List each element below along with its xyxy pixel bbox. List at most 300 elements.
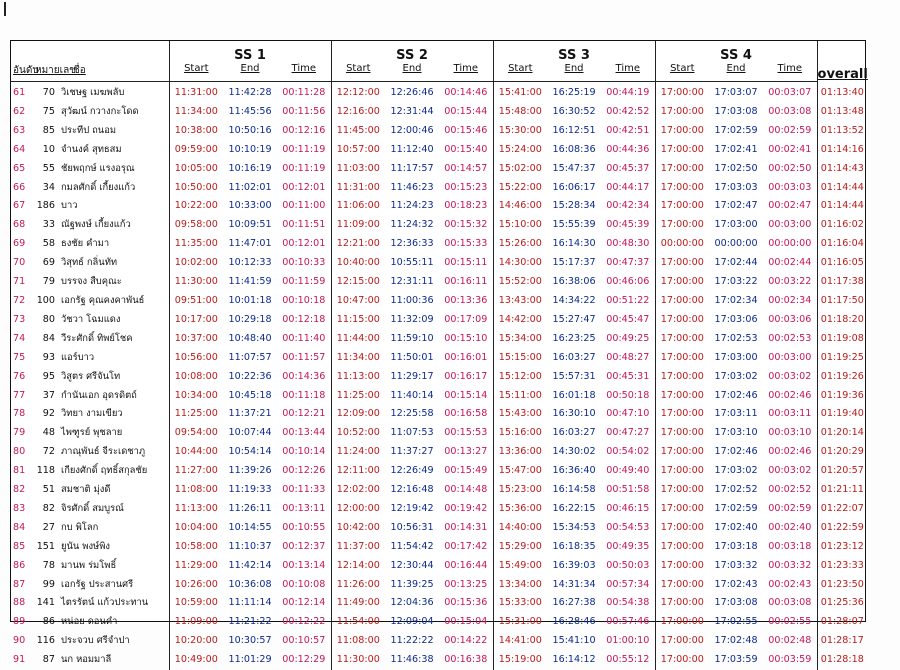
ss4-end-cell: 17:03:59	[709, 651, 763, 670]
time-header: Time	[277, 63, 331, 82]
ss3-end-cell: 16:03:27	[547, 424, 601, 443]
ss1-end-cell: 10:07:44	[223, 424, 277, 443]
ss4-time-cell: 00:02:53	[763, 330, 817, 349]
ss3-time-cell: 00:44:19	[601, 82, 655, 103]
ss2-start-cell: 11:34:00	[331, 349, 385, 368]
car-number-cell: 79	[33, 273, 59, 292]
ss4-end-cell: 17:02:47	[709, 197, 763, 216]
ss2-start-cell: 10:40:00	[331, 254, 385, 273]
overall-cell: 01:28:07	[817, 613, 867, 632]
ss4-start-cell: 17:00:00	[655, 519, 709, 538]
end-header: End	[709, 63, 763, 82]
rank-cell: 73	[11, 311, 33, 330]
ss4-end-cell: 17:02:53	[709, 330, 763, 349]
ss3-start-cell: 15:02:00	[493, 160, 547, 179]
ss3-time-cell: 00:57:34	[601, 576, 655, 595]
ss1-time-cell: 00:11:33	[277, 481, 331, 500]
ss3-end-cell: 15:17:37	[547, 254, 601, 273]
overall-cell: 01:28:17	[817, 632, 867, 651]
ss4-end-cell: 17:03:02	[709, 462, 763, 481]
car-number-cell: 82	[33, 500, 59, 519]
ss4-end-cell: 17:03:18	[709, 538, 763, 557]
table-row	[11, 141, 867, 160]
ss2-end-cell: 12:19:42	[385, 500, 439, 519]
ss3-start-cell: 15:10:00	[493, 216, 547, 235]
ss3-start-cell: 15:47:00	[493, 462, 547, 481]
car-number-cell: 51	[33, 481, 59, 500]
overall-header: overall	[817, 41, 867, 82]
ss1-start-cell: 11:08:00	[169, 481, 223, 500]
car-number-cell: 86	[33, 613, 59, 632]
rank-cell: 86	[11, 557, 33, 576]
ss1-start-cell: 10:34:00	[169, 387, 223, 406]
ss4-start-cell: 17:00:00	[655, 651, 709, 670]
driver-name-cell: กบ พิโลก	[59, 519, 169, 538]
ss2-end-cell: 12:26:49	[385, 462, 439, 481]
ss1-time-cell: 00:12:01	[277, 179, 331, 198]
ss2-end-cell: 11:29:17	[385, 368, 439, 387]
ss2-start-cell: 11:09:00	[331, 216, 385, 235]
overall-cell: 01:14:43	[817, 160, 867, 179]
rank-cell: 65	[11, 160, 33, 179]
overall-cell: 01:16:04	[817, 235, 867, 254]
table-row	[11, 179, 867, 198]
ss1-start-cell: 10:22:00	[169, 197, 223, 216]
end-header: End	[547, 63, 601, 82]
stage-header-row	[11, 41, 867, 63]
ss4-end-cell: 17:03:11	[709, 405, 763, 424]
ss4-start-cell: 17:00:00	[655, 311, 709, 330]
ss3-end-cell: 16:36:40	[547, 462, 601, 481]
ss3-end-cell: 14:30:02	[547, 443, 601, 462]
car-number-cell: 141	[33, 594, 59, 613]
ss1-time-cell: 00:13:11	[277, 500, 331, 519]
car-number-cell: 58	[33, 235, 59, 254]
ss1-start-cell: 10:37:00	[169, 330, 223, 349]
ss2-end-cell: 12:31:44	[385, 103, 439, 122]
table-row	[11, 330, 867, 349]
ss2-end-cell: 11:24:23	[385, 197, 439, 216]
rank-cell: 66	[11, 179, 33, 198]
overall-cell: 01:23:33	[817, 557, 867, 576]
overall-cell: 01:14:44	[817, 197, 867, 216]
ss3-start-cell: 15:16:00	[493, 424, 547, 443]
ss3-end-cell: 16:12:51	[547, 122, 601, 141]
rank-cell: 78	[11, 405, 33, 424]
overall-cell: 01:20:57	[817, 462, 867, 481]
ss1-start-cell: 10:59:00	[169, 594, 223, 613]
ss2-time-cell: 00:17:42	[439, 538, 493, 557]
ss1-start-cell: 11:13:00	[169, 500, 223, 519]
ss3-time-cell: 00:51:22	[601, 292, 655, 311]
ss4-time-cell: 00:02:52	[763, 481, 817, 500]
ss4-time-cell: 00:02:48	[763, 632, 817, 651]
ss2-time-cell: 00:16:01	[439, 349, 493, 368]
ss1-start-cell: 10:38:00	[169, 122, 223, 141]
driver-name-cell: วิทยา งามเขียว	[59, 405, 169, 424]
ss1-end-cell: 10:29:18	[223, 311, 277, 330]
ss3-time-cell: 00:50:18	[601, 387, 655, 406]
ss2-end-cell: 11:46:23	[385, 179, 439, 198]
car-number-cell: 37	[33, 387, 59, 406]
rank-cell: 87	[11, 576, 33, 595]
ss3-start-cell: 15:24:00	[493, 141, 547, 160]
rank-cell: 76	[11, 368, 33, 387]
driver-name-cell: ประทีป ถนอม	[59, 122, 169, 141]
rank-cell: 68	[11, 216, 33, 235]
ss3-start-cell: 14:40:00	[493, 519, 547, 538]
driver-name-cell: ชัยพฤกษ์ แรงอรุณ	[59, 160, 169, 179]
overall-cell: 01:16:05	[817, 254, 867, 273]
ss1-end-cell: 11:37:21	[223, 405, 277, 424]
ss4-time-cell: 00:02:41	[763, 141, 817, 160]
ss2-end-cell: 11:24:32	[385, 216, 439, 235]
ss4-end-cell: 17:03:00	[709, 216, 763, 235]
car-number-cell: 118	[33, 462, 59, 481]
ss3-start-cell: 15:33:00	[493, 594, 547, 613]
ss4-end-cell: 17:02:50	[709, 160, 763, 179]
ss1-time-cell: 00:12:29	[277, 651, 331, 670]
driver-name-cell: เกียงศักดิ์ ฤทธิ์สกุลชัย	[59, 462, 169, 481]
ss1-start-cell: 11:30:00	[169, 273, 223, 292]
ss3-end-cell: 15:41:10	[547, 632, 601, 651]
ss2-end-cell: 11:12:40	[385, 141, 439, 160]
ss2-start-cell: 11:49:00	[331, 594, 385, 613]
car-number-cell: 92	[33, 405, 59, 424]
ss2-end-cell: 11:46:38	[385, 651, 439, 670]
table-row	[11, 594, 867, 613]
ss1-end-cell: 11:39:26	[223, 462, 277, 481]
ss2-end-cell: 12:25:58	[385, 405, 439, 424]
ss3-start-cell: 13:36:00	[493, 443, 547, 462]
ss3-time-cell: 00:45:47	[601, 311, 655, 330]
ss2-end-cell: 11:50:01	[385, 349, 439, 368]
ss1-start-cell: 10:58:00	[169, 538, 223, 557]
ss4-start-cell: 00:00:00	[655, 235, 709, 254]
driver-name-cell: จิรศักดิ์ สมบูรณ์	[59, 500, 169, 519]
ss3-end-cell: 15:57:31	[547, 368, 601, 387]
ss1-time-cell: 00:10:14	[277, 443, 331, 462]
ss3-start-cell: 13:34:00	[493, 576, 547, 595]
ss4-end-cell: 17:02:59	[709, 122, 763, 141]
table-row	[11, 216, 867, 235]
table-row	[11, 519, 867, 538]
rank-header: อันดับ	[11, 63, 33, 82]
ss1-end-cell: 11:41:59	[223, 273, 277, 292]
ss3-time-cell: 00:47:10	[601, 405, 655, 424]
driver-name-cell: บาว	[59, 197, 169, 216]
overall-cell: 01:21:11	[817, 481, 867, 500]
ss2-end-cell: 11:00:36	[385, 292, 439, 311]
ss4-end-cell: 17:02:52	[709, 481, 763, 500]
ss3-end-cell: 15:34:53	[547, 519, 601, 538]
ss4-time-cell: 00:02:50	[763, 160, 817, 179]
ss4-time-cell: 00:02:34	[763, 292, 817, 311]
ss1-end-cell: 11:11:14	[223, 594, 277, 613]
car-number-cell: 151	[33, 538, 59, 557]
ss2-start-cell: 11:54:00	[331, 613, 385, 632]
ss4-time-cell: 00:03:22	[763, 273, 817, 292]
ss4-start-cell: 17:00:00	[655, 216, 709, 235]
ss1-end-cell: 10:14:55	[223, 519, 277, 538]
ss4-time-cell: 00:03:02	[763, 462, 817, 481]
ss3-end-cell: 16:28:46	[547, 613, 601, 632]
name-header: ชื่อ	[59, 63, 169, 82]
ss4-end-cell: 17:02:40	[709, 519, 763, 538]
ss4-time-cell: 00:02:44	[763, 254, 817, 273]
ss2-time-cell: 00:15:33	[439, 235, 493, 254]
ss4-time-cell: 00:03:59	[763, 651, 817, 670]
ss3-end-cell: 16:23:25	[547, 330, 601, 349]
ss4-start-cell: 17:00:00	[655, 500, 709, 519]
ss1-time-cell: 00:12:26	[277, 462, 331, 481]
ss3-end-cell: 16:08:36	[547, 141, 601, 160]
overall-cell: 01:14:16	[817, 141, 867, 160]
rank-cell: 72	[11, 292, 33, 311]
ss1-time-cell: 00:12:37	[277, 538, 331, 557]
ss4-start-cell: 17:00:00	[655, 594, 709, 613]
ss1-start-cell: 11:31:00	[169, 82, 223, 103]
ss4-start-cell: 17:00:00	[655, 462, 709, 481]
overall-cell: 01:13:48	[817, 103, 867, 122]
column-header-row	[11, 63, 867, 82]
stage-header-ss3: SS 3	[493, 41, 655, 63]
car-number-cell: 10	[33, 141, 59, 160]
ss3-start-cell: 15:12:00	[493, 368, 547, 387]
rank-cell: 84	[11, 519, 33, 538]
ss2-start-cell: 11:31:00	[331, 179, 385, 198]
ss2-time-cell: 00:15:04	[439, 613, 493, 632]
overall-cell: 01:13:40	[817, 82, 867, 103]
car-number-cell: 99	[33, 576, 59, 595]
driver-name-cell: วิเชษฐ เมฆพลับ	[59, 82, 169, 103]
stage-header-ss4: SS 4	[655, 41, 817, 63]
car-number-cell: 34	[33, 179, 59, 198]
driver-name-cell: ไตรรัตน์ แก้วประทาน	[59, 594, 169, 613]
ss3-time-cell: 00:48:30	[601, 235, 655, 254]
results-body	[11, 82, 867, 670]
car-number-cell: 80	[33, 311, 59, 330]
ss1-start-cell: 10:44:00	[169, 443, 223, 462]
ss3-end-cell: 16:39:03	[547, 557, 601, 576]
ss2-start-cell: 10:47:00	[331, 292, 385, 311]
ss1-start-cell: 10:02:00	[169, 254, 223, 273]
ss1-time-cell: 00:11:19	[277, 141, 331, 160]
rank-cell: 88	[11, 594, 33, 613]
ss3-end-cell: 16:01:18	[547, 387, 601, 406]
ss1-start-cell: 10:26:00	[169, 576, 223, 595]
driver-name-cell: สมชาติ มุ่งดี	[59, 481, 169, 500]
table-row	[11, 557, 867, 576]
ss1-time-cell: 00:14:36	[277, 368, 331, 387]
ss2-end-cell: 12:31:11	[385, 273, 439, 292]
ss2-time-cell: 00:15:46	[439, 122, 493, 141]
ss4-end-cell: 17:03:07	[709, 82, 763, 103]
ss2-start-cell: 11:15:00	[331, 311, 385, 330]
ss3-end-cell: 16:06:17	[547, 179, 601, 198]
ss3-end-cell: 15:47:37	[547, 160, 601, 179]
ss1-time-cell: 00:12:21	[277, 405, 331, 424]
driver-name-cell: สุวัฒน์ กวางกะโดด	[59, 103, 169, 122]
ss4-end-cell: 17:03:08	[709, 103, 763, 122]
ss4-time-cell: 00:02:59	[763, 122, 817, 141]
ss1-time-cell: 00:11:59	[277, 273, 331, 292]
ss3-start-cell: 15:31:00	[493, 613, 547, 632]
ss1-time-cell: 00:10:55	[277, 519, 331, 538]
ss3-start-cell: 15:34:00	[493, 330, 547, 349]
ss1-time-cell: 00:11:18	[277, 387, 331, 406]
driver-name-cell: กำนันเอก อุดรดิตถ์	[59, 387, 169, 406]
end-header: End	[223, 63, 277, 82]
ss1-end-cell: 10:54:14	[223, 443, 277, 462]
ss4-end-cell: 17:02:34	[709, 292, 763, 311]
ss2-start-cell: 12:11:00	[331, 462, 385, 481]
ss4-time-cell: 00:02:59	[763, 500, 817, 519]
rank-cell: 71	[11, 273, 33, 292]
ss2-start-cell: 12:12:00	[331, 82, 385, 103]
ss1-start-cell: 10:49:00	[169, 651, 223, 670]
end-header: End	[385, 63, 439, 82]
ss3-start-cell: 15:52:00	[493, 273, 547, 292]
ss2-end-cell: 11:17:57	[385, 160, 439, 179]
table-row	[11, 387, 867, 406]
driver-name-cell: ธงชัย คำมา	[59, 235, 169, 254]
ss4-end-cell: 17:02:59	[709, 500, 763, 519]
car-number-cell: 85	[33, 122, 59, 141]
ss2-end-cell: 12:16:48	[385, 481, 439, 500]
ss1-time-cell: 00:11:19	[277, 160, 331, 179]
driver-name-cell: ยูนัน พงษ์พิง	[59, 538, 169, 557]
ss1-time-cell: 00:12:18	[277, 311, 331, 330]
ss3-time-cell: 00:51:58	[601, 481, 655, 500]
ss4-time-cell: 00:03:32	[763, 557, 817, 576]
ss1-time-cell: 00:13:14	[277, 557, 331, 576]
overall-cell: 01:17:50	[817, 292, 867, 311]
driver-name-cell: นก หอมมาลี	[59, 651, 169, 670]
ss3-time-cell: 00:49:40	[601, 462, 655, 481]
rank-cell: 83	[11, 500, 33, 519]
rank-cell: 64	[11, 141, 33, 160]
ss4-start-cell: 17:00:00	[655, 141, 709, 160]
ss2-end-cell: 11:54:42	[385, 538, 439, 557]
stage-header-ss2: SS 2	[331, 41, 493, 63]
blank-header	[11, 41, 169, 63]
ss1-time-cell: 00:10:08	[277, 576, 331, 595]
overall-cell: 01:19:08	[817, 330, 867, 349]
rank-cell: 79	[11, 424, 33, 443]
rank-cell: 62	[11, 103, 33, 122]
ss1-end-cell: 11:02:01	[223, 179, 277, 198]
ss1-end-cell: 10:01:18	[223, 292, 277, 311]
ss1-start-cell: 10:56:00	[169, 349, 223, 368]
ss1-start-cell: 11:35:00	[169, 235, 223, 254]
ss4-start-cell: 17:00:00	[655, 254, 709, 273]
ss4-end-cell: 17:03:06	[709, 311, 763, 330]
ss2-start-cell: 11:24:00	[331, 443, 385, 462]
ss1-time-cell: 00:10:57	[277, 632, 331, 651]
driver-name-cell: วีระศักดิ์ ทิพย์โชค	[59, 330, 169, 349]
overall-cell: 01:14:44	[817, 179, 867, 198]
ss3-start-cell: 14:46:00	[493, 197, 547, 216]
start-header: Start	[169, 63, 223, 82]
ss1-end-cell: 11:21:22	[223, 613, 277, 632]
overall-cell: 01:17:38	[817, 273, 867, 292]
ss1-end-cell: 10:16:19	[223, 160, 277, 179]
ss3-end-cell: 16:22:15	[547, 500, 601, 519]
driver-name-cell: กมลศักดิ์ เกี้ยงแก้ว	[59, 179, 169, 198]
ss3-time-cell: 00:54:02	[601, 443, 655, 462]
ss1-start-cell: 11:27:00	[169, 462, 223, 481]
ss4-end-cell: 17:03:32	[709, 557, 763, 576]
table-row	[11, 613, 867, 632]
ss4-start-cell: 17:00:00	[655, 613, 709, 632]
overall-cell: 01:20:29	[817, 443, 867, 462]
ss2-start-cell: 12:21:00	[331, 235, 385, 254]
ss4-end-cell: 17:02:43	[709, 576, 763, 595]
ss1-start-cell: 11:34:00	[169, 103, 223, 122]
ss3-end-cell: 16:14:30	[547, 235, 601, 254]
ss4-time-cell: 00:02:55	[763, 613, 817, 632]
ss1-start-cell: 11:29:00	[169, 557, 223, 576]
ss2-time-cell: 00:16:11	[439, 273, 493, 292]
rank-cell: 63	[11, 122, 33, 141]
ss2-time-cell: 00:19:42	[439, 500, 493, 519]
ss3-time-cell: 00:44:17	[601, 179, 655, 198]
ss1-end-cell: 10:33:00	[223, 197, 277, 216]
ss3-end-cell: 15:55:39	[547, 216, 601, 235]
ss3-time-cell: 00:47:37	[601, 254, 655, 273]
rank-cell: 85	[11, 538, 33, 557]
ss2-start-cell: 11:44:00	[331, 330, 385, 349]
ss3-start-cell: 15:26:00	[493, 235, 547, 254]
ss4-time-cell: 00:03:00	[763, 216, 817, 235]
ss1-start-cell: 11:09:00	[169, 613, 223, 632]
car-number-cell: 95	[33, 368, 59, 387]
ss1-end-cell: 10:50:16	[223, 122, 277, 141]
rank-cell: 90	[11, 632, 33, 651]
ss2-time-cell: 00:14:31	[439, 519, 493, 538]
ss2-start-cell: 11:06:00	[331, 197, 385, 216]
ss3-end-cell: 16:27:38	[547, 594, 601, 613]
ss2-time-cell: 00:15:32	[439, 216, 493, 235]
ss3-time-cell: 01:00:10	[601, 632, 655, 651]
overall-cell: 01:13:52	[817, 122, 867, 141]
ss4-start-cell: 17:00:00	[655, 387, 709, 406]
ss4-end-cell: 17:03:03	[709, 179, 763, 198]
time-header: Time	[439, 63, 493, 82]
table-row	[11, 103, 867, 122]
ss3-start-cell: 15:11:00	[493, 387, 547, 406]
ss1-start-cell: 09:51:00	[169, 292, 223, 311]
ss4-start-cell: 17:00:00	[655, 197, 709, 216]
table-row	[11, 122, 867, 141]
rank-cell: 77	[11, 387, 33, 406]
ss2-start-cell: 11:30:00	[331, 651, 385, 670]
ss1-time-cell: 00:12:14	[277, 594, 331, 613]
ss2-end-cell: 12:36:33	[385, 235, 439, 254]
ss3-start-cell: 15:41:00	[493, 82, 547, 103]
overall-cell: 01:23:12	[817, 538, 867, 557]
ss4-start-cell: 17:00:00	[655, 82, 709, 103]
ss1-start-cell: 10:04:00	[169, 519, 223, 538]
ss2-end-cell: 12:00:46	[385, 122, 439, 141]
ss3-start-cell: 15:48:00	[493, 103, 547, 122]
car-number-cell: 33	[33, 216, 59, 235]
ss1-end-cell: 10:45:18	[223, 387, 277, 406]
car-number-cell: 93	[33, 349, 59, 368]
ss1-end-cell: 10:09:51	[223, 216, 277, 235]
ss1-time-cell: 00:10:18	[277, 292, 331, 311]
